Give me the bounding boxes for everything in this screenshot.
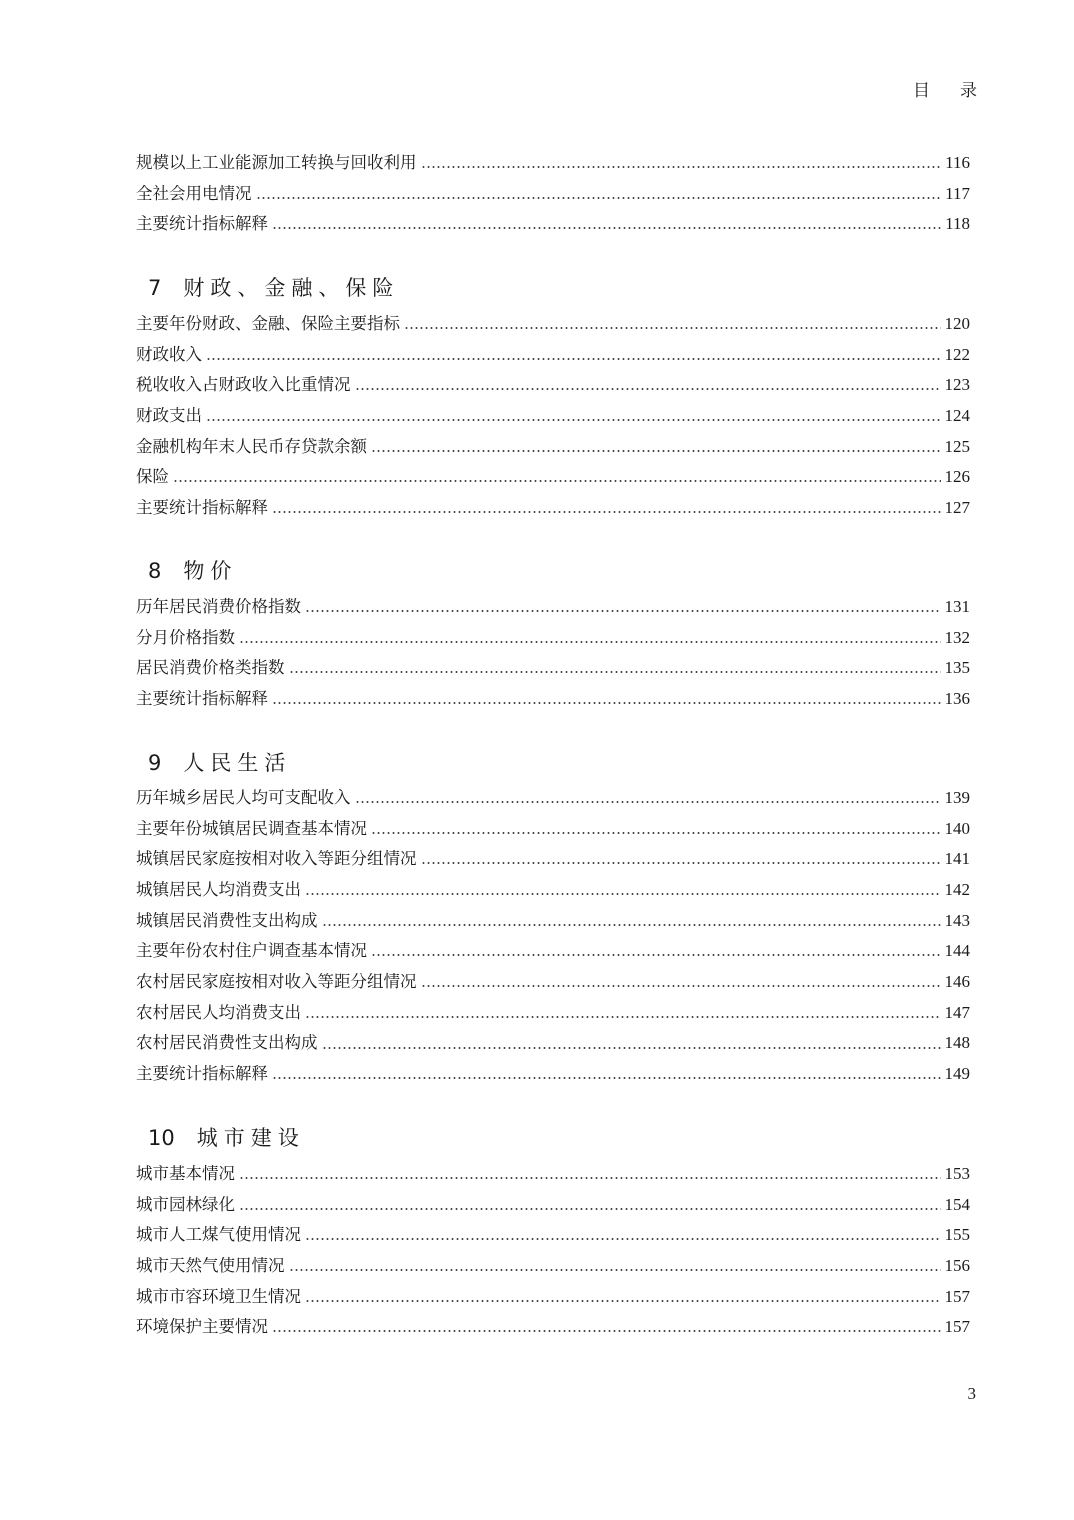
entry-title: 主要统计指标解释 — [136, 214, 268, 234]
dot-leader — [272, 684, 941, 715]
entry-page: 127 — [944, 498, 970, 518]
entry-title: 财政收入 — [136, 344, 202, 364]
toc-entry[interactable] — [136, 462, 970, 493]
dot-leader — [371, 432, 941, 463]
toc-entry[interactable] — [136, 1282, 970, 1313]
entry-title: 主要统计指标解释 — [136, 1064, 268, 1084]
entry-page: 132 — [944, 627, 970, 647]
entry-page: 155 — [944, 1225, 970, 1245]
dot-leader — [355, 370, 941, 401]
section-title: 城市建设 — [196, 1126, 305, 1150]
entry-page: 139 — [944, 787, 970, 807]
entry-title: 城市天然气使用情况 — [136, 1256, 285, 1276]
toc-entry[interactable] — [136, 875, 970, 906]
dot-leader — [421, 967, 941, 998]
dot-leader — [239, 1190, 941, 1221]
entry-title: 城镇居民消费性支出构成 — [136, 910, 318, 930]
toc-entry[interactable] — [136, 906, 970, 937]
entry-title: 城镇居民家庭按相对收入等距分组情况 — [136, 849, 417, 869]
toc-entry[interactable] — [136, 592, 970, 623]
entry-title: 分月价格指数 — [136, 627, 235, 647]
toc-entry[interactable] — [136, 1220, 970, 1251]
toc-entry[interactable] — [136, 148, 970, 179]
toc-entry[interactable] — [136, 814, 970, 845]
entry-page: 117 — [945, 183, 970, 203]
toc-entry[interactable] — [136, 340, 970, 371]
entry-title: 主要年份财政、金融、保险主要指标 — [136, 313, 400, 333]
toc-entry[interactable] — [136, 1251, 970, 1282]
entry-page: 154 — [944, 1194, 970, 1214]
entry-title: 城镇居民人均消费支出 — [136, 880, 301, 900]
dot-leader — [239, 1159, 941, 1190]
section-entries — [136, 309, 970, 524]
entry-page: 131 — [944, 596, 970, 616]
entry-title: 城市基本情况 — [136, 1163, 235, 1183]
section-entries — [136, 783, 970, 1090]
section-entries — [136, 592, 970, 715]
entry-page: 157 — [944, 1317, 970, 1337]
dot-leader — [305, 998, 941, 1029]
dot-leader — [289, 1251, 941, 1282]
dot-leader — [272, 1312, 941, 1343]
dot-leader — [421, 148, 942, 179]
section-number: 10 — [148, 1126, 175, 1150]
toc-entry[interactable] — [136, 1190, 970, 1221]
entry-page: 122 — [944, 344, 970, 364]
dot-leader — [421, 844, 941, 875]
entry-title: 城市人工煤气使用情况 — [136, 1225, 301, 1245]
entry-page: 141 — [944, 849, 970, 869]
entry-title: 主要年份农村住户调查基本情况 — [136, 941, 367, 961]
dot-leader — [206, 401, 941, 432]
entry-page: 157 — [944, 1286, 970, 1306]
entry-page: 148 — [944, 1033, 970, 1053]
entry-page: 124 — [944, 406, 970, 426]
dot-leader — [305, 592, 941, 623]
entry-title: 农村居民家庭按相对收入等距分组情况 — [136, 972, 417, 992]
dot-leader — [322, 1029, 941, 1060]
entry-title: 财政支出 — [136, 406, 202, 426]
entry-title: 主要统计指标解释 — [136, 498, 268, 518]
toc-entry[interactable] — [136, 653, 970, 684]
dot-leader — [355, 783, 941, 814]
entry-page: 147 — [944, 1002, 970, 1022]
entry-page: 123 — [944, 375, 970, 395]
toc-entry[interactable] — [136, 783, 970, 814]
section-heading — [148, 272, 399, 302]
entry-page: 144 — [944, 941, 970, 961]
section-heading — [148, 555, 237, 585]
section-entries — [136, 148, 970, 240]
dot-leader — [173, 462, 941, 493]
dot-leader — [239, 623, 941, 654]
entry-page: 118 — [945, 214, 970, 234]
toc-entry[interactable] — [136, 209, 970, 240]
entry-title: 主要年份城镇居民调查基本情况 — [136, 818, 367, 838]
dot-leader — [272, 493, 941, 524]
toc-entry[interactable] — [136, 1312, 970, 1343]
entry-page: 142 — [944, 880, 970, 900]
section-number: 9 — [148, 751, 162, 775]
toc-entry[interactable] — [136, 179, 970, 210]
dot-leader — [305, 1220, 941, 1251]
entry-title: 规模以上工业能源加工转换与回收利用 — [136, 152, 417, 172]
section-entries — [136, 1159, 970, 1343]
dot-leader — [371, 814, 941, 845]
entry-title: 农村居民消费性支出构成 — [136, 1033, 318, 1053]
header-char: 录 — [960, 81, 977, 101]
entry-title: 历年城乡居民人均可支配收入 — [136, 787, 351, 807]
entry-page: 153 — [944, 1163, 970, 1183]
toc-entry[interactable] — [136, 623, 970, 654]
page-number: 3 — [967, 1384, 976, 1403]
entry-title: 保险 — [136, 467, 169, 487]
running-header — [883, 76, 977, 101]
dot-leader — [256, 179, 942, 210]
entry-page: 149 — [944, 1064, 970, 1084]
entry-title: 农村居民人均消费支出 — [136, 1002, 301, 1022]
entry-title: 环境保护主要情况 — [136, 1317, 268, 1337]
dot-leader — [404, 309, 941, 340]
toc-entry[interactable] — [136, 936, 970, 967]
dot-leader — [305, 1282, 941, 1313]
dot-leader — [272, 209, 941, 240]
dot-leader — [305, 875, 941, 906]
entry-title: 税收收入占财政收入比重情况 — [136, 375, 351, 395]
toc-entry[interactable] — [136, 1159, 970, 1190]
entry-title: 主要统计指标解释 — [136, 689, 268, 709]
entry-title: 居民消费价格类指数 — [136, 658, 285, 678]
entry-page: 135 — [944, 658, 970, 678]
dot-leader — [322, 906, 941, 937]
entry-title: 城市园林绿化 — [136, 1194, 235, 1214]
toc-entry[interactable] — [136, 684, 970, 715]
entry-page: 116 — [945, 152, 970, 172]
toc-entry[interactable] — [136, 370, 970, 401]
dot-leader — [206, 340, 941, 371]
toc-entry[interactable] — [136, 309, 970, 340]
section-heading — [148, 747, 291, 777]
entry-page: 126 — [944, 467, 970, 487]
toc-entry[interactable] — [136, 1029, 970, 1060]
entry-page: 156 — [944, 1256, 970, 1276]
header-char: 目 — [913, 81, 930, 101]
section-number: 7 — [148, 276, 162, 300]
dot-leader — [371, 936, 941, 967]
entry-page: 143 — [944, 910, 970, 930]
entry-page: 136 — [944, 689, 970, 709]
section-number: 8 — [148, 559, 162, 583]
entry-title: 历年居民消费价格指数 — [136, 596, 301, 616]
entry-page: 120 — [944, 313, 970, 333]
section-title: 财政、金融、保险 — [183, 276, 400, 300]
toc-entry[interactable] — [136, 493, 970, 524]
toc-entry[interactable] — [136, 432, 970, 463]
dot-leader — [272, 1059, 941, 1090]
entry-title: 金融机构年末人民币存贷款余额 — [136, 436, 367, 456]
dot-leader — [289, 653, 941, 684]
section-title: 人民生活 — [183, 751, 292, 775]
toc-entry[interactable] — [136, 1059, 970, 1090]
section-title: 物价 — [183, 559, 238, 583]
entry-page: 125 — [944, 436, 970, 456]
toc-entry[interactable] — [136, 401, 970, 432]
toc-entry[interactable] — [136, 998, 970, 1029]
section-heading — [148, 1122, 305, 1152]
entry-page: 146 — [944, 972, 970, 992]
entry-page: 140 — [944, 818, 970, 838]
entry-title: 全社会用电情况 — [136, 183, 252, 203]
entry-title: 城市市容环境卫生情况 — [136, 1286, 301, 1306]
toc-entry[interactable] — [136, 844, 970, 875]
toc-entry[interactable] — [136, 967, 970, 998]
